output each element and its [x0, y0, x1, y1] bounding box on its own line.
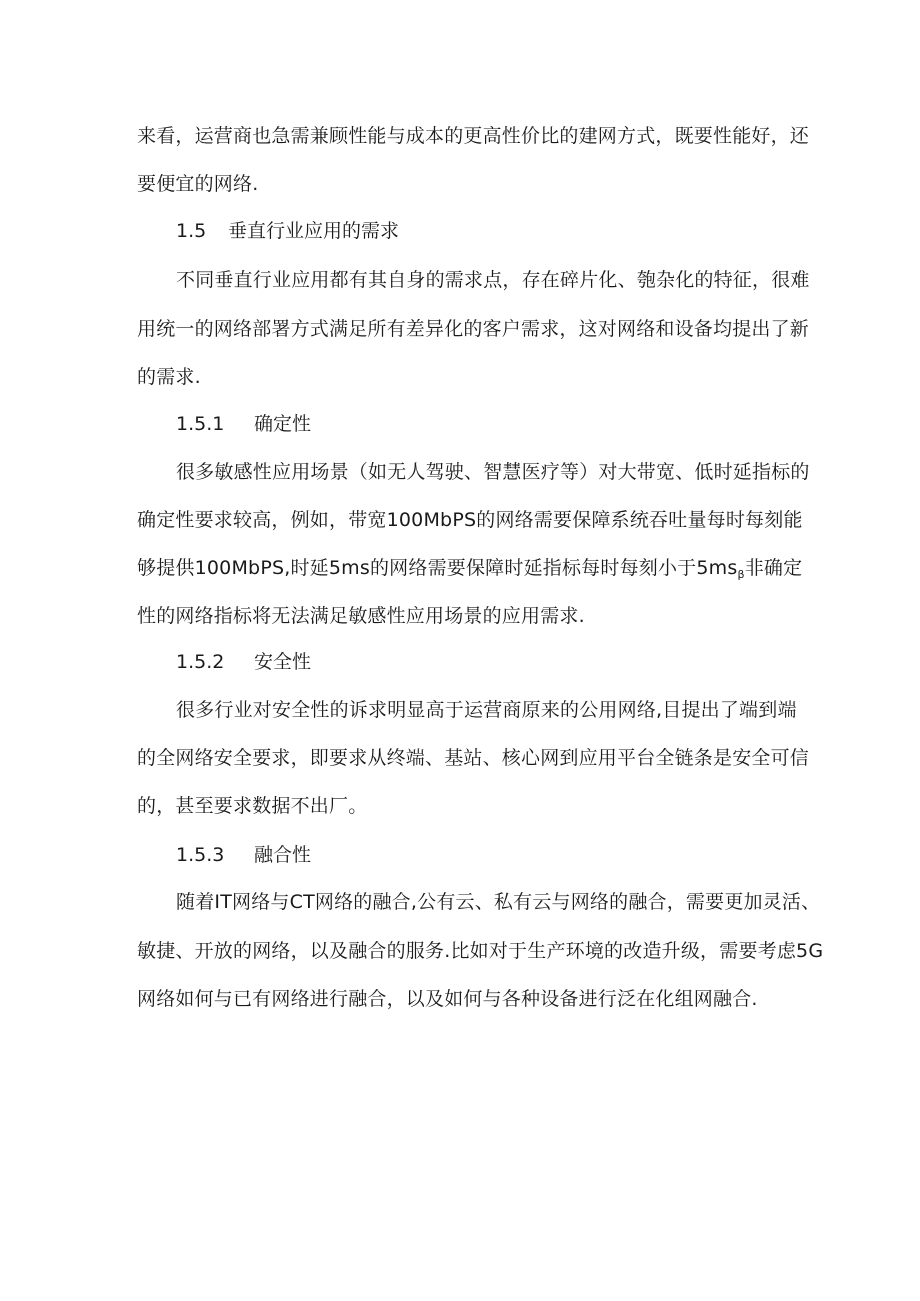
paragraph-line: 很多行业对安全性的诉求明显高于运营商原来的公用网络,目提出了端到端 [176, 699, 797, 721]
paragraph-line: 网络如何与已有网络进行融合，以及如何与各种设备进行泛在化组网融合. [137, 988, 758, 1010]
section-title: 确定性 [254, 413, 312, 435]
paragraph-line: 的需求. [137, 366, 201, 388]
section-title: 垂直行业应用的需求 [228, 220, 400, 242]
section-title: 安全性 [254, 651, 312, 673]
section-heading-1-5-2 [176, 650, 311, 674]
paragraph-line: 要便宜的网络. [137, 173, 259, 195]
paragraph-line: 很多敏感性应用场景（如无人驾驶、智慧医疗等）对大带宽、低时延指标的 [176, 461, 810, 483]
section-heading-1-5 [176, 219, 399, 243]
paragraph-text: 够提供100MbPS,时延5ms的网络需要保障时延指标每时每刻小于5ms [137, 557, 738, 579]
section-number: 1.5.2 [176, 651, 225, 673]
paragraph-line: 用统一的网络部署方式满足所有差异化的客户需求，这对网络和设备均提出了新 [137, 318, 810, 340]
paragraph-line: 敏捷、开放的网络，以及融合的服务.比如对于生产环境的改造升级，需要考虑5G [137, 940, 824, 962]
section-number: 1.5 [176, 220, 207, 242]
paragraph-line: 的，甚至要求数据不出厂。 [137, 795, 368, 817]
paragraph-line: 来看，运营商也急需兼顾性能与成本的更高性价比的建网方式，既要性能好，还 [137, 125, 810, 147]
section-number: 1.5.3 [176, 844, 225, 866]
paragraph-line: 不同垂直行业应用都有其自身的需求点，存在碎片化、匏杂化的特征，很难 [176, 269, 810, 291]
paragraph-line: 确定性要求较高，例如，带宽100MbPS的网络需要保障系统吞吐量每时每刻能 [137, 509, 803, 531]
section-title: 融合性 [254, 844, 312, 866]
subscript-beta: β [737, 568, 745, 581]
paragraph-line: 的全网络安全要求，即要求从终端、基站、核心网到应用平台全链条是安全可信 [137, 747, 810, 769]
section-heading-1-5-3 [176, 843, 311, 867]
section-number: 1.5.1 [176, 413, 225, 435]
paragraph-line [137, 556, 802, 587]
paragraph-line: 性的网络指标将无法满足敏感性应用场景的应用需求. [137, 605, 585, 627]
paragraph-line: 随着IT网络与CT网络的融合,公有云、私有云与网络的融合，需要更加灵活、 [176, 891, 821, 913]
section-heading-1-5-1 [176, 412, 311, 436]
paragraph-text: 非确定 [744, 557, 803, 579]
